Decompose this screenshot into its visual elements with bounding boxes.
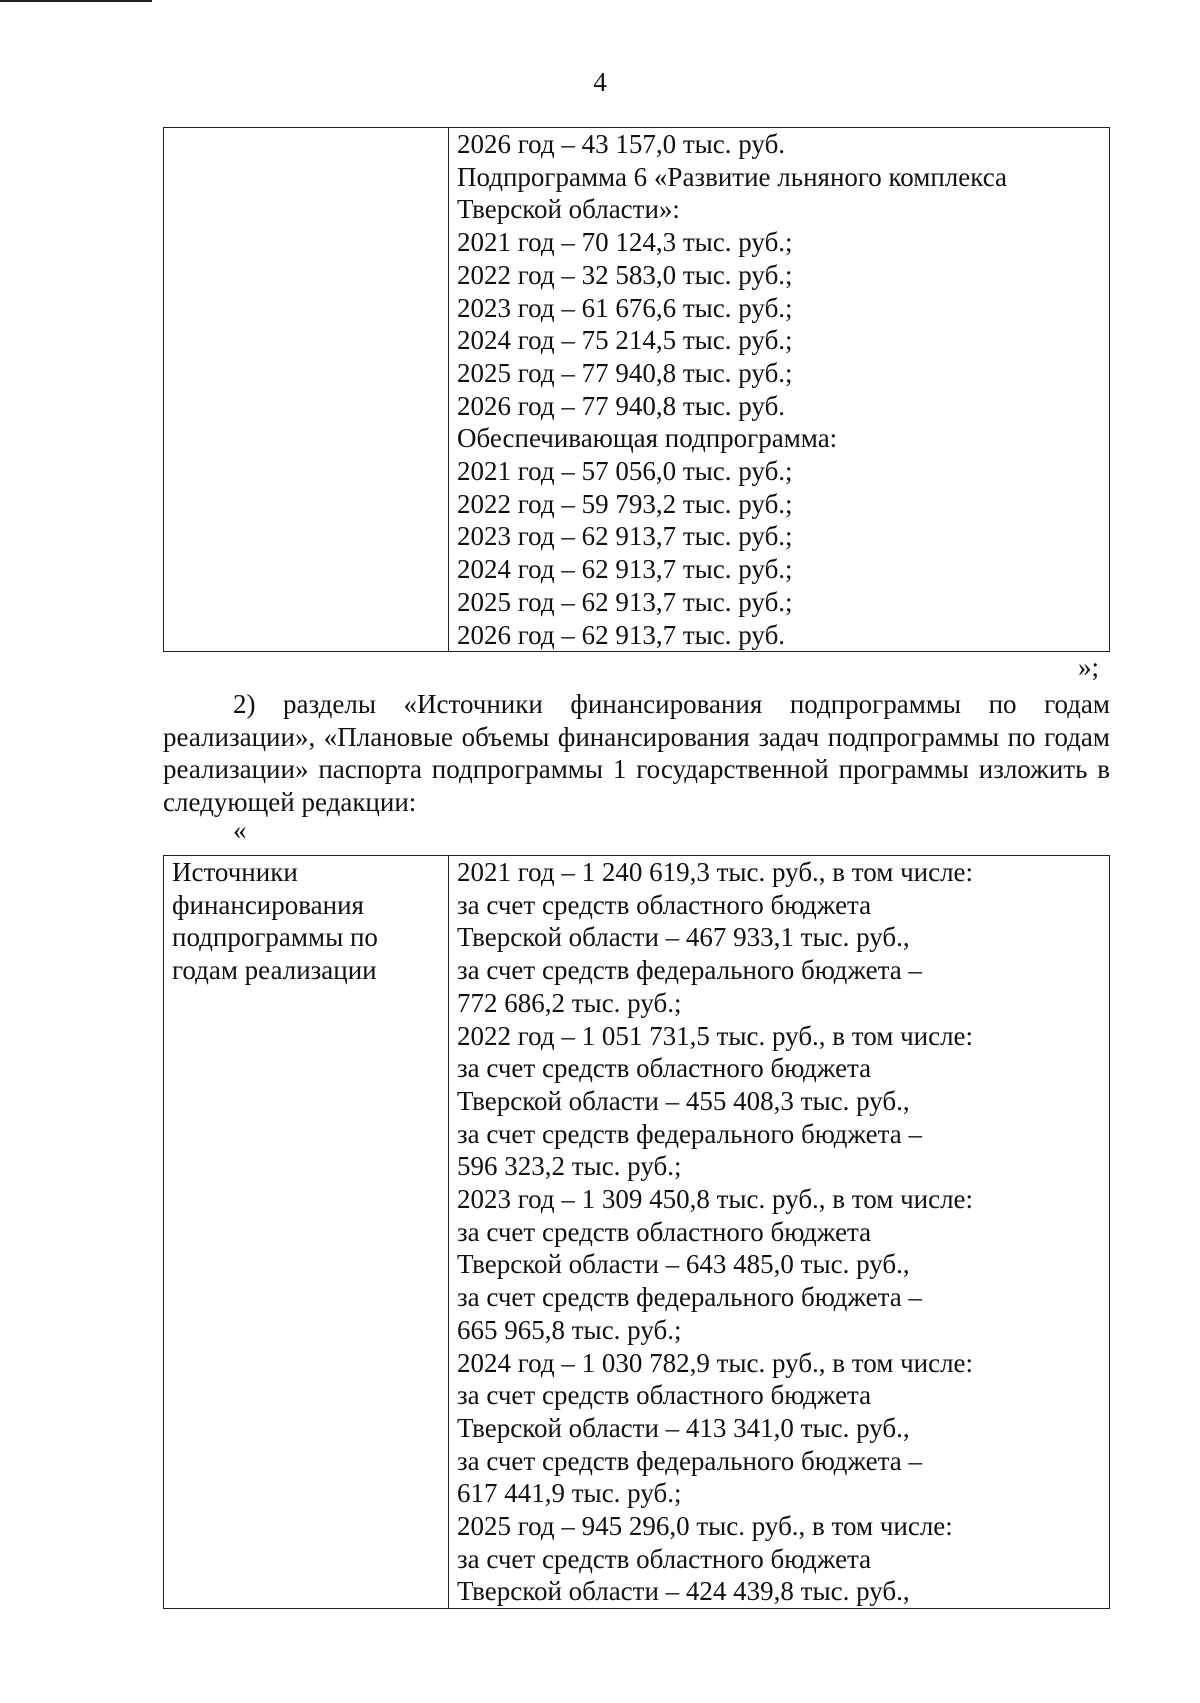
table-line: 772 686,2 тыс. руб.; bbox=[457, 987, 682, 1018]
table-line: Тверской области – 467 933,1 тыс. руб., bbox=[457, 922, 910, 953]
table-row bbox=[164, 128, 1110, 652]
amendment-paragraph: 2) разделы «Источники финансирования подпрограммы по годам реализации», «Плановые объемы финансирования задач подпрограммы по годам реализации» паспорта подпрограммы 1 государственной программы изложить в следующей редакции: bbox=[163, 689, 1110, 817]
scan-edge-mark bbox=[0, 0, 152, 2]
table-line: Тверской области – 643 485,0 тыс. руб., bbox=[457, 1249, 910, 1280]
table-line: 2025 год – 62 913,7 тыс. руб.; bbox=[457, 586, 793, 617]
table-line: Тверской области – 413 341,0 тыс. руб., bbox=[457, 1412, 910, 1443]
table-line: за счет средств областного бюджета bbox=[457, 1380, 872, 1411]
funding-values-cell bbox=[449, 856, 1110, 1609]
table-line: 2023 год – 61 676,6 тыс. руб.; bbox=[457, 292, 793, 323]
table-line: 665 965,8 тыс. руб.; bbox=[457, 1314, 682, 1345]
table-line: 2026 год – 62 913,7 тыс. руб. bbox=[457, 619, 786, 650]
table-line: Обеспечивающая подпрограмма: bbox=[457, 423, 838, 454]
closing-quote: »; bbox=[1078, 652, 1100, 682]
table-line: 2021 год – 1 240 619,3 тыс. руб., в том числе: bbox=[457, 857, 974, 887]
funding-sources-table bbox=[163, 855, 1110, 1609]
table-line: за счет средств федерального бюджета – bbox=[457, 1445, 922, 1476]
table-line: за счет средств федерального бюджета – bbox=[457, 1118, 922, 1149]
table-line: Тверской области – 424 439,8 тыс. руб., bbox=[457, 1576, 910, 1607]
table-line: 2024 год – 62 913,7 тыс. руб.; bbox=[457, 554, 793, 585]
table-line: 2026 год – 77 940,8 тыс. руб. bbox=[457, 390, 786, 421]
table-line: 2026 год – 43 157,0 тыс. руб. bbox=[457, 129, 786, 159]
table-line: за счет средств федерального бюджета – bbox=[457, 955, 922, 986]
table-line: 2022 год – 59 793,2 тыс. руб.; bbox=[457, 488, 793, 519]
table-line: за счет средств федерального бюджета – bbox=[457, 1282, 922, 1313]
table-line: 2022 год – 1 051 731,5 тыс. руб., в том числе: bbox=[457, 1020, 974, 1051]
table-line: 617 441,9 тыс. руб.; bbox=[457, 1478, 682, 1509]
table-line: за счет средств областного бюджета bbox=[457, 1543, 872, 1574]
table-line: 2023 год – 1 309 450,8 тыс. руб., в том числе: bbox=[457, 1184, 974, 1215]
label-line: подпрограммы по bbox=[172, 922, 378, 953]
funding-table-continued bbox=[163, 127, 1110, 652]
right-cell bbox=[449, 128, 1110, 652]
table-line: 2025 год – 77 940,8 тыс. руб.; bbox=[457, 357, 793, 388]
left-cell-empty bbox=[164, 128, 449, 652]
label-line: годам реализации bbox=[172, 955, 377, 986]
table-line: 2022 год – 32 583,0 тыс. руб.; bbox=[457, 259, 793, 290]
table-line: 596 323,2 тыс. руб.; bbox=[457, 1151, 682, 1182]
page-number: 4 bbox=[593, 67, 607, 97]
table-line: Тверской области – 455 408,3 тыс. руб., bbox=[457, 1085, 910, 1116]
label-line: Источники bbox=[172, 857, 298, 887]
table-line: 2025 год – 945 296,0 тыс. руб., в том числе: bbox=[457, 1511, 953, 1542]
table-line: Подпрограмма 6 «Развитие льняного комплекса bbox=[457, 161, 1008, 192]
opening-quote: « bbox=[233, 815, 247, 845]
table-line: за счет средств областного бюджета bbox=[457, 889, 872, 920]
table-line: 2021 год – 70 124,3 тыс. руб.; bbox=[457, 227, 793, 258]
table-line: 2024 год – 75 214,5 тыс. руб.; bbox=[457, 325, 793, 356]
table-line: 2023 год – 62 913,7 тыс. руб.; bbox=[457, 521, 793, 552]
section-label-cell bbox=[164, 856, 449, 1609]
label-line: финансирования bbox=[172, 889, 364, 920]
table-line: 2021 год – 57 056,0 тыс. руб.; bbox=[457, 456, 793, 487]
table-line: за счет средств областного бюджета bbox=[457, 1216, 872, 1247]
table-line: за счет средств областного бюджета bbox=[457, 1053, 872, 1084]
table-row bbox=[164, 856, 1110, 1609]
table-line: 2024 год – 1 030 782,9 тыс. руб., в том числе: bbox=[457, 1347, 974, 1378]
table-line: Тверской области»: bbox=[457, 194, 680, 225]
